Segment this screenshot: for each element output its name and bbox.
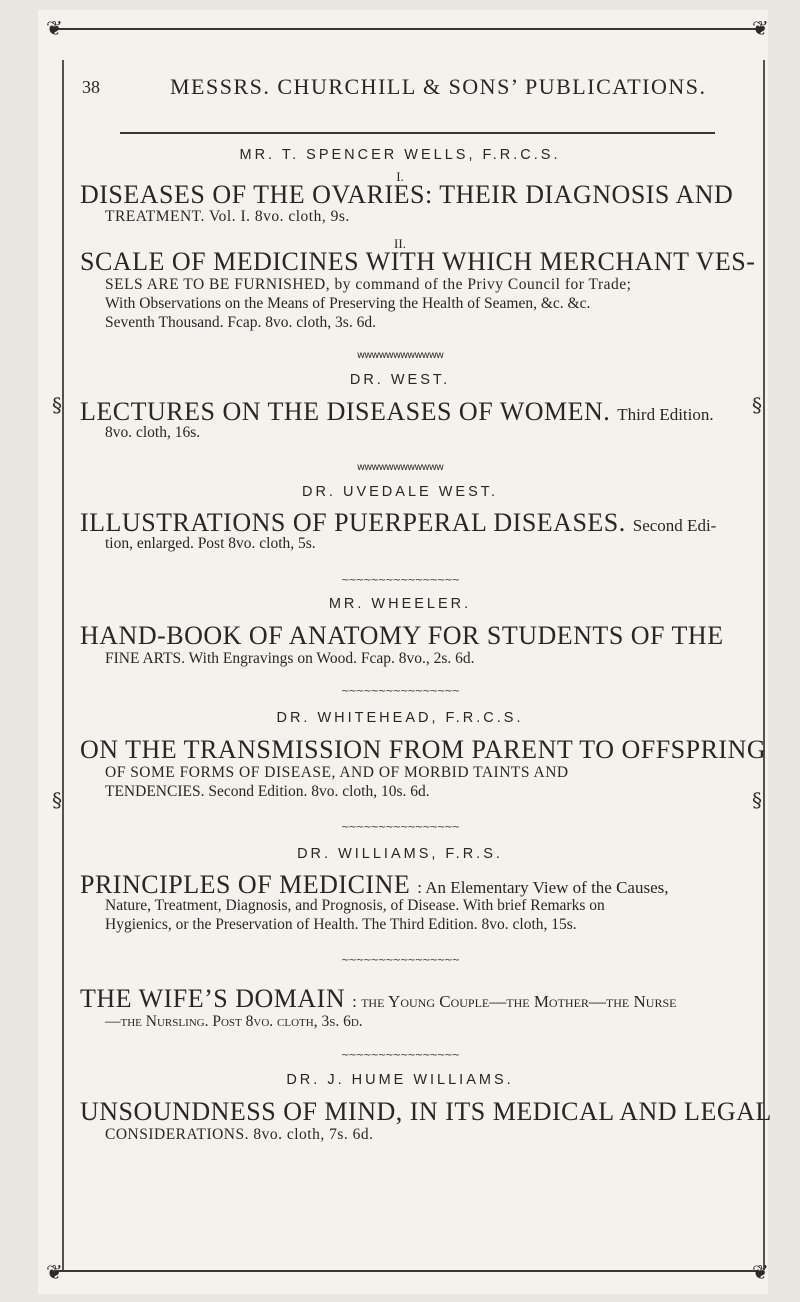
- author-heading: DR. WILLIAMS, F.R.S.: [297, 846, 503, 862]
- entry-numeral: II.: [394, 236, 406, 251]
- section-separator: ~~~~~~~~~~~~~~~~: [340, 686, 460, 697]
- corner-ornament-top-right: ❦: [752, 16, 769, 40]
- book-title: [80, 870, 669, 900]
- book-title: ON THE TRANSMISSION FROM PARENT TO OFFSPRING: [80, 735, 767, 764]
- book-title: DISEASES OF THE OVARIES: THEIR DIAGNOSIS AND: [80, 180, 734, 209]
- top-border-rule: [58, 28, 758, 30]
- book-title-main: THE WIFE’S DOMAIN: [80, 984, 346, 1013]
- author-heading: DR. J. HUME WILLIAMS.: [286, 1072, 514, 1088]
- book-details: 8vo. cloth, 16s.: [105, 424, 201, 441]
- book-details: SELS ARE TO BE FURNISHED, by command of the Privy Council for Trade;: [105, 276, 632, 293]
- section-separator: ~~~~~~~~~~~~~~~~: [340, 822, 460, 833]
- book-details: Seventh Thousand. Fcap. 8vo. cloth, 3s. 6d.: [105, 314, 376, 331]
- author-heading: DR. WEST.: [349, 372, 451, 388]
- book-details: tion, enlarged. Post 8vo. cloth, 5s.: [105, 535, 316, 552]
- book-title: [80, 397, 714, 427]
- section-separator: ~~~~~~~~~~~~~~~~: [340, 955, 460, 966]
- book-title-tail: Second Edi-: [632, 516, 717, 535]
- corner-ornament-bottom-left: ❦: [46, 1260, 63, 1284]
- book-title-main: LECTURES ON THE DISEASES OF WOMEN.: [80, 397, 611, 426]
- header-rule: [120, 132, 715, 134]
- book-details: With Observations on the Means of Preserving the Health of Seamen, &c. &c.: [105, 295, 591, 312]
- book-title: HAND-BOOK OF ANATOMY FOR STUDENTS OF THE: [80, 621, 724, 650]
- side-ornament-left-lower: §: [52, 788, 62, 812]
- section-separator: ~~~~~~~~~~~~~~~~: [340, 1050, 460, 1061]
- book-details: OF SOME FORMS OF DISEASE, AND OF MORBID TAINTS AND: [105, 764, 569, 781]
- author-heading: MR. WHEELER.: [328, 596, 472, 612]
- book-title: [80, 508, 716, 538]
- book-details: TREATMENT. Vol. I. 8vo. cloth, 9s.: [105, 208, 350, 225]
- book-details: TENDENCIES. Second Edition. 8vo. cloth, 10s. 6d.: [105, 783, 430, 800]
- page-number: 38: [82, 77, 100, 97]
- section-separator: ~~~~~~~~~~~~~~~~: [340, 575, 460, 586]
- book-title-tail: Third Edition.: [617, 405, 714, 424]
- section-separator: ᴡᴡᴡᴡᴡᴡᴡᴡᴡᴡᴡᴡ: [356, 350, 444, 361]
- book-title-tail: : the Young Couple—the Mother—the Nurse: [352, 992, 677, 1011]
- book-title: UNSOUNDNESS OF MIND, IN ITS MEDICAL AND LEGAL: [80, 1097, 772, 1126]
- section-separator: ᴡᴡᴡᴡᴡᴡᴡᴡᴡᴡᴡᴡ: [356, 462, 444, 473]
- running-title: MESSRS. CHURCHILL & SONS’ PUBLICATIONS.: [170, 74, 707, 99]
- author-heading: DR. UVEDALE WEST.: [301, 484, 499, 500]
- side-ornament-left: §: [52, 393, 62, 417]
- side-ornament-right: §: [752, 393, 762, 417]
- book-details: Hygienics, or the Preservation of Health. The Third Edition. 8vo. cloth, 15s.: [105, 916, 577, 933]
- side-ornament-right-lower: §: [752, 788, 762, 812]
- book-title-main: PRINCIPLES OF MEDICINE: [80, 870, 411, 899]
- book-details: —the Nursling. Post 8vo. cloth, 3s. 6d.: [105, 1013, 363, 1030]
- book-title: SCALE OF MEDICINES WITH WHICH MERCHANT VES-: [80, 247, 756, 276]
- author-heading: MR. T. SPENCER WELLS, F.R.C.S.: [239, 147, 561, 163]
- book-title: [80, 984, 676, 1014]
- author-heading: DR. WHITEHEAD, F.R.C.S.: [276, 710, 524, 726]
- corner-ornament-bottom-right: ❦: [752, 1260, 769, 1284]
- entry-numeral: I.: [396, 169, 404, 184]
- corner-ornament-top-left: ❦: [46, 16, 63, 40]
- book-title-main: ILLUSTRATIONS OF PUERPERAL DISEASES.: [80, 508, 626, 537]
- book-details: Nature, Treatment, Diagnosis, and Prognosis, of Disease. With brief Remarks on: [105, 897, 605, 914]
- book-title-tail: : An Elementary View of the Causes,: [417, 878, 669, 897]
- book-details: CONSIDERATIONS. 8vo. cloth, 7s. 6d.: [105, 1126, 374, 1143]
- bottom-border-rule: [58, 1270, 758, 1272]
- book-details: FINE ARTS. With Engravings on Wood. Fcap. 8vo., 2s. 6d.: [105, 650, 475, 667]
